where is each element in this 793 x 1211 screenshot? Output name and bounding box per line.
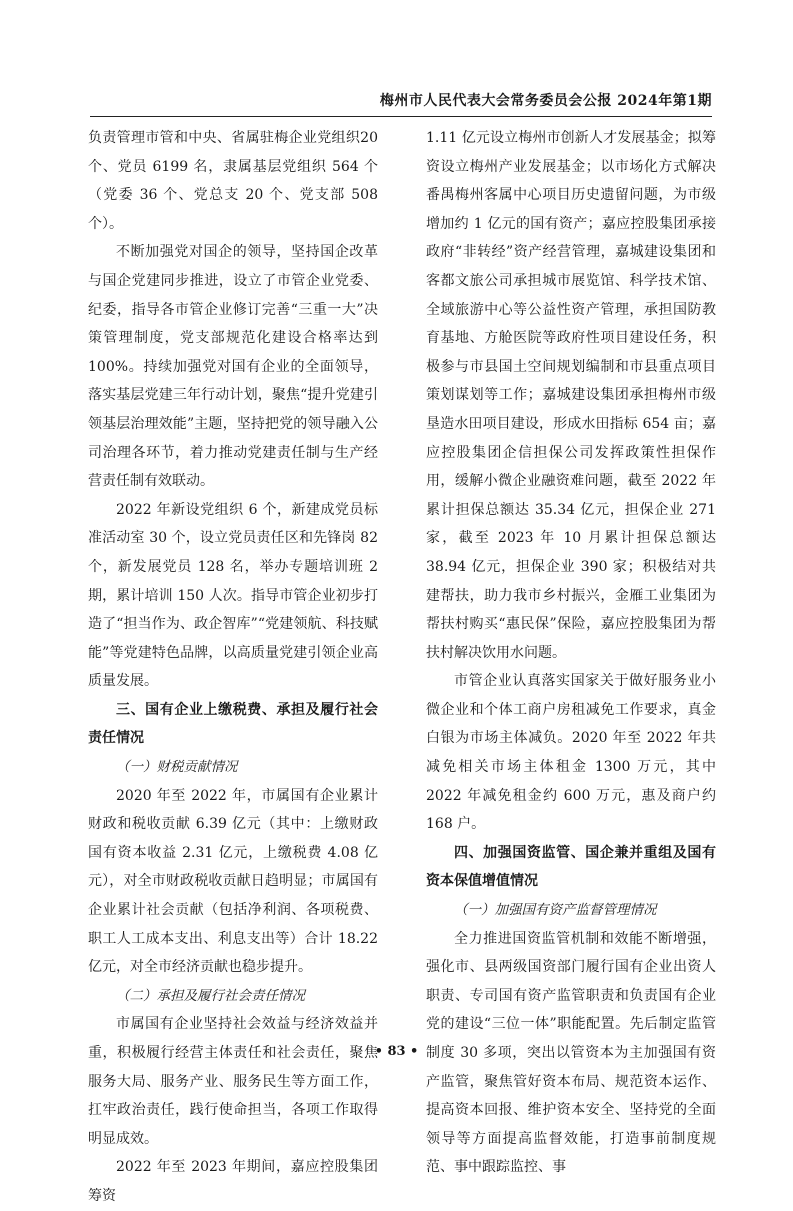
journal-header: 梅州市人民代表大会常务委员会公报 2024年第1期: [379, 93, 712, 109]
section-heading: 三、国有企业上缴税费、承担及履行社会责任情况: [88, 701, 378, 747]
paragraph: 市管企业认真落实国家关于做好服务业小微企业和个体工商户房租减免工作要求，真金白银为市场主体减负。2020 年至 2022 年共减免相关市场主体租金 1300 万元，其中 2022 年减免租金约 600 万元，惠及商户约 168 户。: [426, 673, 716, 833]
paragraph: 市属国有企业坚持社会效益与经济效益并重，积极履行经营主体责任和社会责任，聚焦服务大局、服务产业、服务民生等方面工作，扛牢政治责任，践行使命担当，各项工作取得明显成效。: [88, 1016, 378, 1147]
page-number: • 83 •: [374, 1044, 419, 1059]
subsection-heading: （一）加强国有资产监督管理情况: [454, 902, 657, 919]
paragraph: 2022 年新设党组织 6 个，新建成党员标准活动室 30 个，设立党员责任区和先锋岗 82 个，新发展党员 128 名，举办专题培训班 2 期，累计培训 150 人次。指导市管企业初步打造了“担当作为、政企智库”“党建领航、科技赋能”等党建特色品牌，以高质量党建引领企业高质量发展。: [88, 501, 378, 690]
paragraph: 负责管理市管和中央、省属驻梅企业党组织20个、党员 6199 名，隶属基层党组织 564 个（党委 36 个、党总支 20 个、党支部 508 个）。: [88, 130, 378, 232]
paragraph: 2020 年至 2022 年，市属国有企业累计财政和税收贡献 6.39 亿元（其中：上缴财政国有资本收益 2.31 亿元，上缴税费 4.08 亿元），对全市财政税收贡献日趋明显；市属国有企业累计社会贡献（包括净利润、各项税费、职工人工成本支出、利息支出等）合计 18.22 亿元，对全市经济贡献也稳步提升。: [88, 787, 378, 976]
header-rule: [90, 116, 712, 117]
paragraph: 1.11 亿元设立梅州市创新人才发展基金；拟筹资设立梅州产业发展基金；以市场化方式解决番禺梅州客属中心项目历史遗留问题，为市级增加约 1 亿元的国有资产；嘉应控股集团承接政府“非转经”资产经营管理，嘉城建设集团和客都文旅公司承担城市展览馆、科学技术馆、全域旅游中心等公益性资产管理，承担国防教育基地、方舱医院等政府性项目建设任务，积极参与市县国土空间规划编制和市县重点项目策划谋划等工作；嘉城建设集团承担梅州市级垦造水田项目建设，形成水田指标 654 亩；嘉应控股集团企信担保公司发挥政策性担保作用，缓解小微企业融资难问题，截至 2022 年累计担保总额达 35.34 亿元，担保企业 271 家，截至 2023 年 10 月累计担保总额达 38.94 亿元，担保企业 390 家；积极结对共建帮扶，助力我市乡村振兴，金雁工业集团为帮扶村购买“惠民保”保险，嘉应控股集团为帮扶村解决饮用水问题。: [426, 130, 716, 661]
subsection-heading: （一）财税贡献情况: [116, 759, 238, 776]
paragraph: 不断加强党对国企的领导，坚持国企改革与国企党建同步推进，设立了市管企业党委、纪委，指导各市管企业修订完善“三重一大”决策管理制度，党支部规范化建设合格率达到 100%。持续加强党对国有企业的全面领导，落实基层党建三年行动计划，聚焦“提升党建引领基层治理效能”主题，坚持把党的领导融入公司治理各环节，着力推动党建责任制与生产经营责任制有效联动。: [88, 244, 378, 490]
right-column: [426, 124, 716, 1182]
paragraph: 2022 年至 2023 年期间，嘉应控股集团筹资: [88, 1159, 378, 1204]
paragraph: 全力推进国资监管机制和效能不断增强，强化市、县两级国资部门履行国有企业出资人职责、专司国有资产监管职责和负责国有企业党的建设“三位一体”职能配置。先后制定监管制度 30 多项，突出以管资本为主加强国有资产监管，聚焦管好资本布局、规范资本运作、提高资本回报、维护资本安全、坚持党的全面领导等方面提高监督效能，打造事前制度规范、事中跟踪监控、事: [426, 930, 716, 1176]
section-heading: 四、加强国资监管、国企兼并重组及国有资本保值增值情况: [426, 844, 716, 890]
subsection-heading: （二）承担及履行社会责任情况: [116, 987, 305, 1004]
